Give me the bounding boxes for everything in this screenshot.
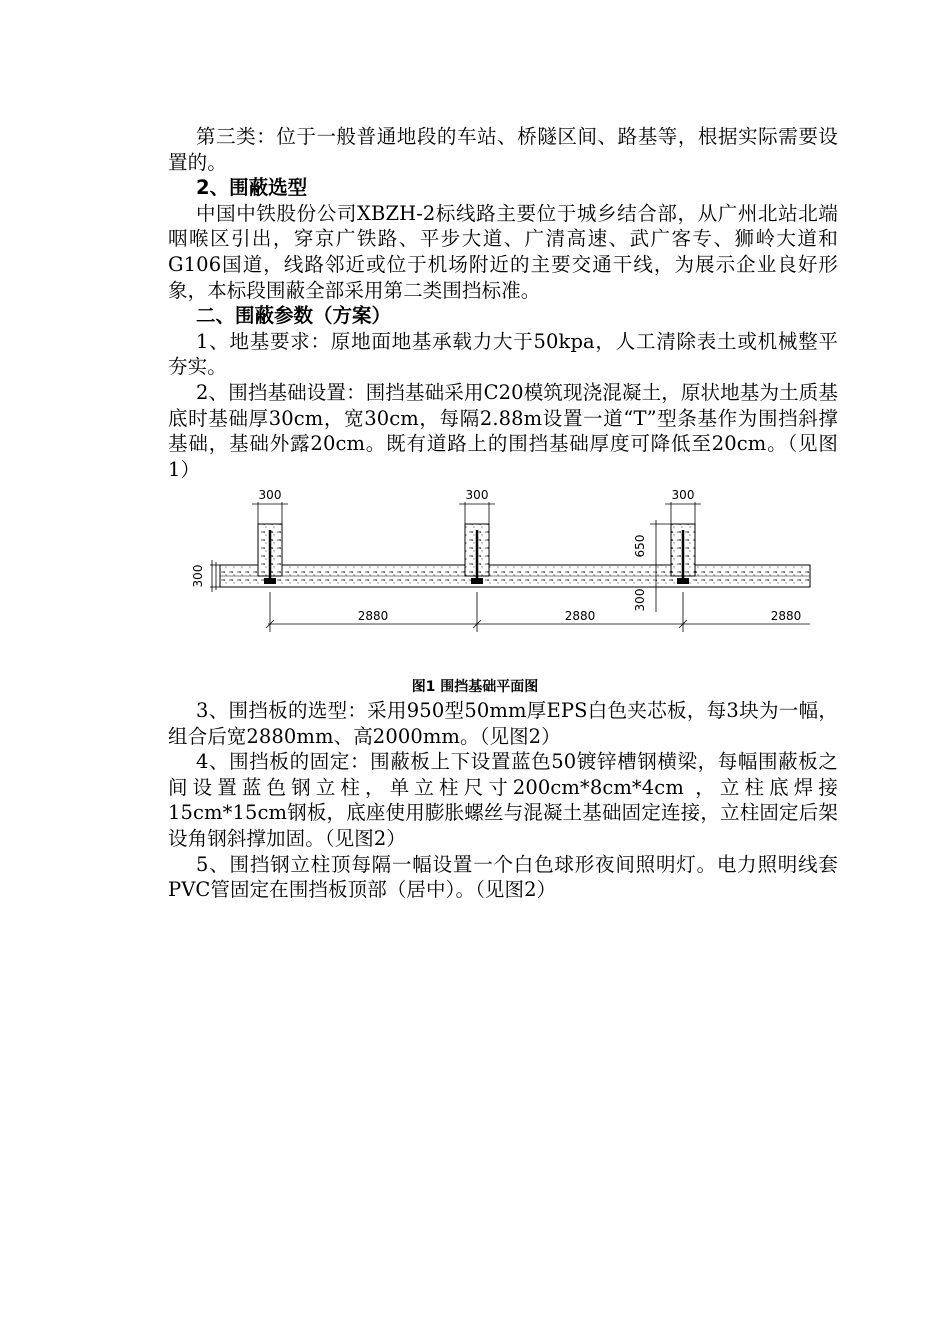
paragraph-lighting: 5、围挡钢立柱顶每隔一幅设置一个白色球形夜间照明灯。电力照明线套PVC管固定在围挡板顶部（居中）。（见图2） [168, 852, 838, 902]
t-post-2 [465, 524, 489, 584]
bottom-height-label: 300 [633, 588, 647, 612]
width-label-2: 300 [465, 488, 489, 502]
paragraph-project-description: 中国中铁股份公司XBZH-2标线路主要位于城乡结合部，从广州北站北端咽喉区引出，穿京广铁路、平步大道、广清高速、武广客专、狮岭大道和G106国道，线路邻近或位于机场附近的主要交通干线，为展示企业良好形象，本标段围蔽全部采用第二类围挡标准。 [168, 201, 838, 302]
width-label-3: 300 [671, 488, 695, 502]
heading-enclosure-parameters: 二、围蔽参数（方案） [196, 304, 392, 328]
width-dimensions [252, 502, 701, 524]
heading-enclosure-selection: 2、围蔽选型 [196, 176, 308, 200]
left-height-label: 300 [191, 564, 205, 588]
text-section-top [168, 124, 838, 482]
paragraph-panel-selection: 3、围挡板的选型：采用950型50mm厚EPS白色夹芯板，每3块为一幅，组合后宽2880mm、高2000mm。（见图2） [168, 699, 838, 748]
paragraph-foundation-requirements: 1、地基要求：原地面地基承载力大于50kpa，人工清除表土或机械整平夯实。 [168, 329, 838, 379]
span-dimensions [266, 592, 810, 632]
text-section-bottom [168, 698, 838, 903]
left-height-dimension [210, 560, 220, 592]
post-height-label: 650 [633, 534, 647, 558]
t-post-1 [258, 524, 282, 584]
span-label-1: 2880 [357, 609, 389, 623]
figure-caption: 图1 围挡基础平面图 [411, 679, 539, 695]
span-label-3: 2880 [770, 609, 802, 623]
paragraph-category-three: 第三类：位于一般普通地段的车站、桥隧区间、路基等，根据实际需要设置的。 [168, 125, 838, 174]
width-label-1: 300 [258, 488, 282, 502]
foundation-plan-drawing [180, 482, 820, 652]
paragraph-panel-fixing: 4、围挡板的固定：围蔽板上下设置蓝色50镀锌槽钢横梁，每幅围蔽板之间设置蓝色钢立柱，单立柱尺寸200cm*8cm*4cm ，立柱底焊接15cm*15cm钢板，底座使用膨胀螺丝与混凝土基础固定连接，立柱固定后架设角钢斜撑加固。（见图2） [168, 750, 838, 850]
figure-foundation-plan [180, 482, 820, 652]
paragraph-foundation-setup: 2、围挡基础设置：围挡基础采用C20模筑现浇混凝土，原状地基为土质基底时基础厚30cm，宽30cm，每隔2.88m设置一道“T”型条基作为围挡斜撑基础，基础外露20cm。既有道路上的围挡基础厚度可降低至20cm。（见图1） [168, 380, 838, 481]
t-post-3 [671, 524, 695, 584]
span-label-2: 2880 [564, 609, 596, 623]
